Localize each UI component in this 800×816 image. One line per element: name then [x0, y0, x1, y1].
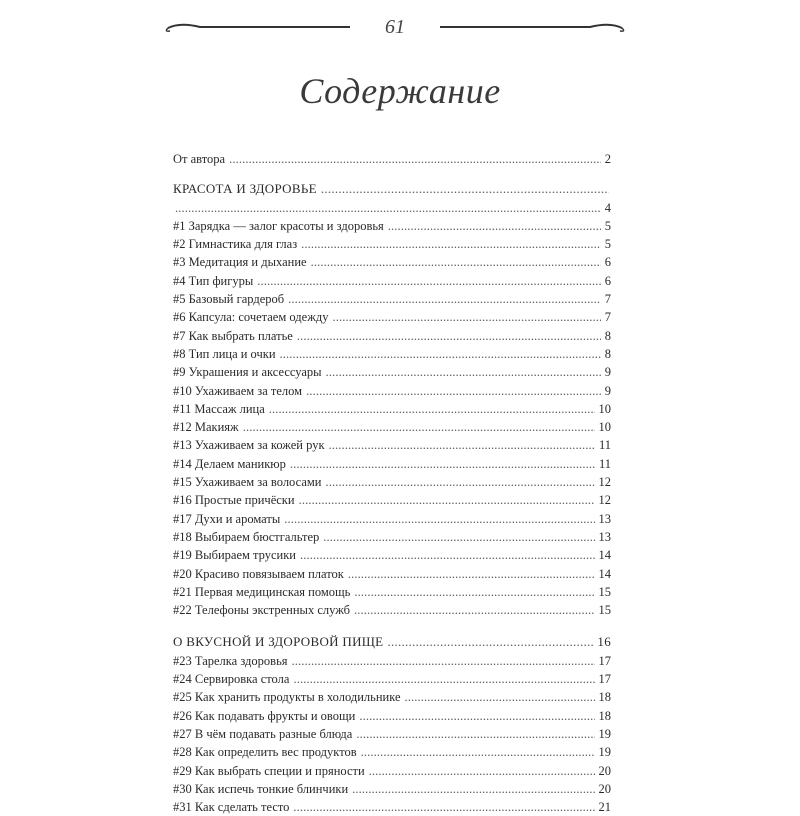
toc-row[interactable] — [173, 510, 611, 528]
toc-entry-page: 20 — [598, 763, 611, 778]
dot-leader — [325, 473, 594, 491]
toc-entry-title: #19 Выбираем трусики — [173, 548, 296, 563]
dot-leader — [229, 150, 601, 168]
page-header — [160, 10, 630, 44]
toc-row[interactable] — [173, 601, 611, 619]
toc-entry-title: #10 Ухаживаем за телом — [173, 383, 303, 398]
toc-entry-page: 21 — [598, 800, 611, 815]
toc-entry-page: 13 — [598, 529, 611, 544]
toc-entry-page: 7 — [604, 310, 611, 325]
toc-entry-page: 6 — [604, 255, 611, 270]
toc-row[interactable] — [173, 253, 611, 271]
toc-row[interactable] — [173, 707, 611, 725]
dot-leader — [354, 601, 594, 619]
toc-entry-title: #30 Как испечь тонкие блинчики — [173, 781, 349, 796]
toc-entry-page: 17 — [598, 672, 611, 687]
page-number: 61 — [385, 16, 405, 38]
toc-entry-page: 9 — [604, 383, 611, 398]
section-heading-beauty[interactable] — [173, 180, 611, 198]
toc-row[interactable] — [173, 235, 611, 253]
toc-row[interactable] — [173, 272, 611, 290]
toc-row[interactable] — [173, 798, 611, 816]
toc-row[interactable] — [173, 670, 611, 688]
toc-entry-title: #9 Украшения и аксессуары — [173, 365, 322, 380]
toc-entry-title: #27 В чём подавать разные блюда — [173, 726, 353, 741]
toc-entry-title: #3 Медитация и дыхание — [173, 255, 307, 270]
toc-entry-title: #22 Телефоны экстренных служб — [173, 603, 351, 618]
dot-leader — [269, 400, 595, 418]
toc-entry-page: 14 — [598, 566, 611, 581]
dot-leader — [354, 583, 594, 601]
toc-entry-title: #6 Капсула: сочетаем одежду — [173, 310, 329, 325]
toc-row[interactable] — [173, 688, 611, 706]
dot-leader — [300, 546, 595, 564]
toc-row[interactable] — [173, 400, 611, 418]
toc-entry-title: #26 Как подавать фрукты и овощи — [173, 708, 356, 723]
dot-leader — [306, 382, 601, 400]
toc-entry-page: 8 — [604, 346, 611, 361]
toc-entry-title: #14 Делаем маникюр — [173, 456, 286, 471]
dot-leader — [326, 363, 601, 381]
dot-leader — [175, 199, 601, 217]
toc-row[interactable] — [173, 546, 611, 564]
toc-entry-title: #29 Как выбрать специи и пряности — [173, 763, 365, 778]
toc-row[interactable] — [173, 455, 611, 473]
dot-leader — [311, 253, 601, 271]
toc-entry-page: 11 — [598, 456, 611, 471]
toc-entry-title: #17 Духи и ароматы — [173, 511, 281, 526]
toc-entry-page: 11 — [598, 438, 611, 453]
dot-leader — [387, 633, 593, 651]
dot-leader — [280, 345, 601, 363]
toc-entry-title: #11 Массаж лица — [173, 401, 265, 416]
toc-entry-page: 13 — [598, 511, 611, 526]
toc-entry-title: #5 Базовый гардероб — [173, 292, 285, 307]
toc-entry-title: #8 Тип лица и очки — [173, 346, 276, 361]
toc-entry-page: 12 — [598, 493, 611, 508]
toc-entry-page: 7 — [604, 292, 611, 307]
dot-leader — [290, 455, 595, 473]
toc-row[interactable] — [173, 528, 611, 546]
section-heading-page: 16 — [597, 634, 611, 650]
toc-entry-title: #1 Зарядка — залог красоты и здоровья — [173, 218, 384, 233]
toc-entry-title: #18 Выбираем бюстгальтер — [173, 529, 320, 544]
toc-row[interactable] — [173, 418, 611, 436]
toc-entry-page: 15 — [598, 584, 611, 599]
toc-row-intro[interactable] — [173, 150, 611, 168]
toc-entry-page: 20 — [598, 781, 611, 796]
dot-leader — [297, 327, 601, 345]
toc-entry-page: 10 — [598, 420, 611, 435]
toc-entry-page: 18 — [598, 690, 611, 705]
dot-leader — [361, 743, 595, 761]
toc-row[interactable] — [173, 473, 611, 491]
toc-entry-title: #31 Как сделать тесто — [173, 800, 290, 815]
toc-entry-title: #24 Сервировка стола — [173, 672, 290, 687]
dot-leader — [243, 418, 595, 436]
toc-row[interactable] — [173, 345, 611, 363]
section-beauty-entries — [173, 217, 611, 620]
dot-leader — [359, 707, 594, 725]
section-heading-beauty-page-row — [173, 199, 611, 217]
dot-leader — [332, 308, 600, 326]
toc-entry-page: 2 — [604, 152, 611, 166]
dot-leader — [356, 725, 594, 743]
toc-entry-page: 19 — [598, 726, 611, 741]
table-of-contents — [173, 150, 611, 816]
toc-entry-title: #7 Как выбрать платье — [173, 328, 293, 343]
dot-leader — [257, 272, 600, 290]
toc-entry-title: #2 Гимнастика для глаз — [173, 237, 298, 252]
toc-row[interactable] — [173, 583, 611, 601]
toc-row[interactable] — [173, 217, 611, 235]
toc-entry-page: 5 — [604, 218, 611, 233]
toc-entry-title: #23 Тарелка здоровья — [173, 653, 288, 668]
dot-leader — [329, 436, 595, 454]
dot-leader — [323, 528, 594, 546]
toc-row[interactable] — [173, 652, 611, 670]
toc-entry-title: От автора — [173, 152, 226, 166]
toc-entry-title: #28 Как определить вес продуктов — [173, 745, 357, 760]
toc-row[interactable] — [173, 436, 611, 454]
toc-entry-page: 18 — [598, 708, 611, 723]
toc-row[interactable] — [173, 762, 611, 780]
toc-entry-page: 17 — [598, 653, 611, 668]
toc-entry-page: 15 — [598, 603, 611, 618]
toc-entry-page: 5 — [604, 237, 611, 252]
toc-row[interactable] — [173, 363, 611, 381]
toc-entry-title: #15 Ухаживаем за волосами — [173, 475, 322, 490]
toc-row[interactable] — [173, 780, 611, 798]
section-heading-title: О ВКУСНОЙ И ЗДОРОВОЙ ПИЩЕ — [173, 634, 384, 650]
toc-entry-title: #12 Макияж — [173, 420, 239, 435]
toc-row[interactable] — [173, 382, 611, 400]
toc-row[interactable] — [173, 565, 611, 583]
toc-entry-page: 8 — [604, 328, 611, 343]
toc-entry-title: #13 Ухаживаем за кожей рук — [173, 438, 325, 453]
dot-leader — [388, 217, 601, 235]
toc-entry-title: #25 Как хранить продукты в холодильнике — [173, 690, 401, 705]
toc-entry-page: 6 — [604, 273, 611, 288]
section-heading-page: 4 — [604, 200, 611, 215]
dot-leader — [301, 235, 601, 253]
toc-entry-page: 19 — [598, 745, 611, 760]
toc-row[interactable] — [173, 290, 611, 308]
section-heading-title: КРАСОТА И ЗДОРОВЬЕ — [173, 181, 317, 197]
dot-leader — [293, 670, 594, 688]
dot-leader — [292, 652, 595, 670]
section-food-entries — [173, 652, 611, 816]
dot-leader — [348, 565, 595, 583]
dot-leader — [288, 290, 601, 308]
toc-entry-page: 10 — [598, 401, 611, 416]
section-heading-food[interactable] — [173, 633, 611, 651]
dot-leader — [352, 780, 594, 798]
toc-entry-title: #20 Красиво повязываем платок — [173, 566, 344, 581]
toc-entry-page: 9 — [604, 365, 611, 380]
dot-leader — [284, 510, 594, 528]
toc-row[interactable] — [173, 327, 611, 345]
toc-entry-page: 14 — [598, 548, 611, 563]
dot-leader — [293, 798, 594, 816]
toc-row[interactable] — [173, 725, 611, 743]
dot-leader — [369, 762, 595, 780]
toc-row[interactable] — [173, 491, 611, 509]
page-title: Содержание — [299, 71, 501, 111]
dot-leader — [405, 688, 595, 706]
toc-row[interactable] — [173, 308, 611, 326]
toc-entry-title: #4 Тип фигуры — [173, 273, 254, 288]
dot-leader — [321, 180, 609, 198]
toc-entry-title: #21 Первая медицинская помощь — [173, 584, 351, 599]
toc-row[interactable] — [173, 743, 611, 761]
dot-leader — [299, 491, 595, 509]
toc-entry-page: 12 — [598, 475, 611, 490]
toc-entry-title: #16 Простые причёски — [173, 493, 295, 508]
